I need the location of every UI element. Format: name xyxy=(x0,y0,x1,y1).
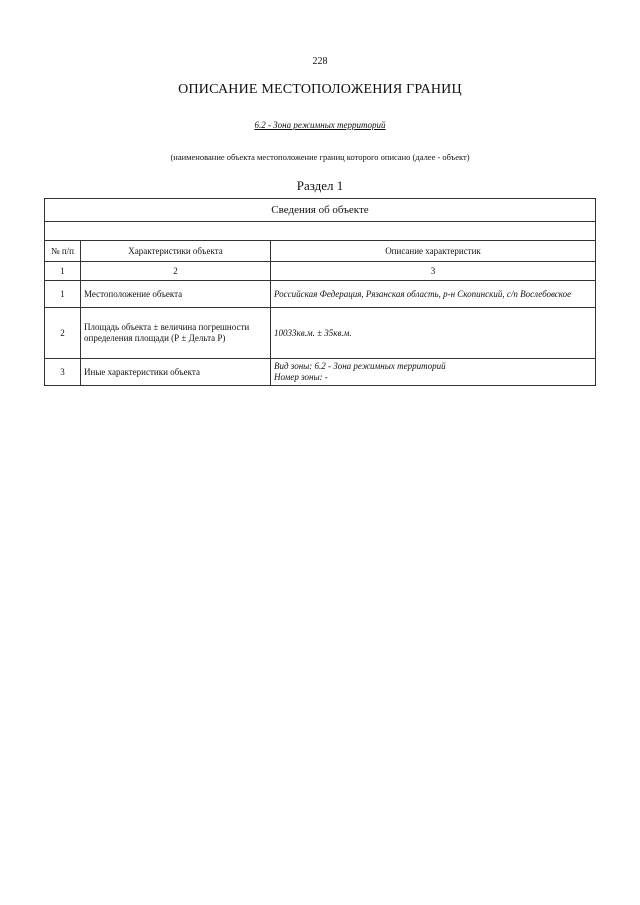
row-number: 2 xyxy=(45,308,81,359)
row-number: 1 xyxy=(45,281,81,308)
table-row xyxy=(45,308,596,359)
column-number-1: 1 xyxy=(45,262,81,281)
column-number-2: 2 xyxy=(81,262,271,281)
row-number: 3 xyxy=(45,359,81,386)
column-numbers-row xyxy=(45,262,596,281)
row-description: 10033кв.м. ± 35кв.м. xyxy=(271,308,596,359)
section-heading: Раздел 1 xyxy=(296,178,344,193)
header-description: Описание характеристик xyxy=(271,241,596,262)
table-header-row xyxy=(45,241,596,262)
table-spacer-row xyxy=(45,222,596,241)
object-info-table xyxy=(44,198,596,386)
table-caption-row xyxy=(45,199,596,222)
row-description xyxy=(271,359,596,386)
column-number-3: 3 xyxy=(271,262,596,281)
row-description: Российская Федерация, Рязанская область, р-н Скопинский, с/п Вослебовское xyxy=(271,281,596,308)
object-name: 6.2 - Зона режимных территорий xyxy=(254,120,386,130)
table-row xyxy=(45,281,596,308)
table-spacer-cell xyxy=(45,222,596,241)
row-characteristic: Площадь объекта ± величина погрешности определения площади (Р ± Дельта Р) xyxy=(81,308,271,359)
object-name-caption: (наименование объекта местоположение границ которого описано (далее - объект) xyxy=(170,152,470,162)
table-row xyxy=(45,359,596,386)
header-characteristic: Характеристики объекта xyxy=(81,241,271,262)
table-caption: Сведения об объекте xyxy=(45,199,596,222)
zone-number-line: Номер зоны: - xyxy=(274,372,328,382)
header-number: № п/п xyxy=(45,241,81,262)
page-number: 228 xyxy=(312,56,328,67)
document-title: ОПИСАНИЕ МЕСТОПОЛОЖЕНИЯ ГРАНИЦ xyxy=(178,82,462,97)
row-characteristic: Местоположение объекта xyxy=(81,281,271,308)
row-characteristic: Иные характеристики объекта xyxy=(81,359,271,386)
zone-type-line: Вид зоны: 6.2 - Зона режимных территорий xyxy=(274,361,446,371)
